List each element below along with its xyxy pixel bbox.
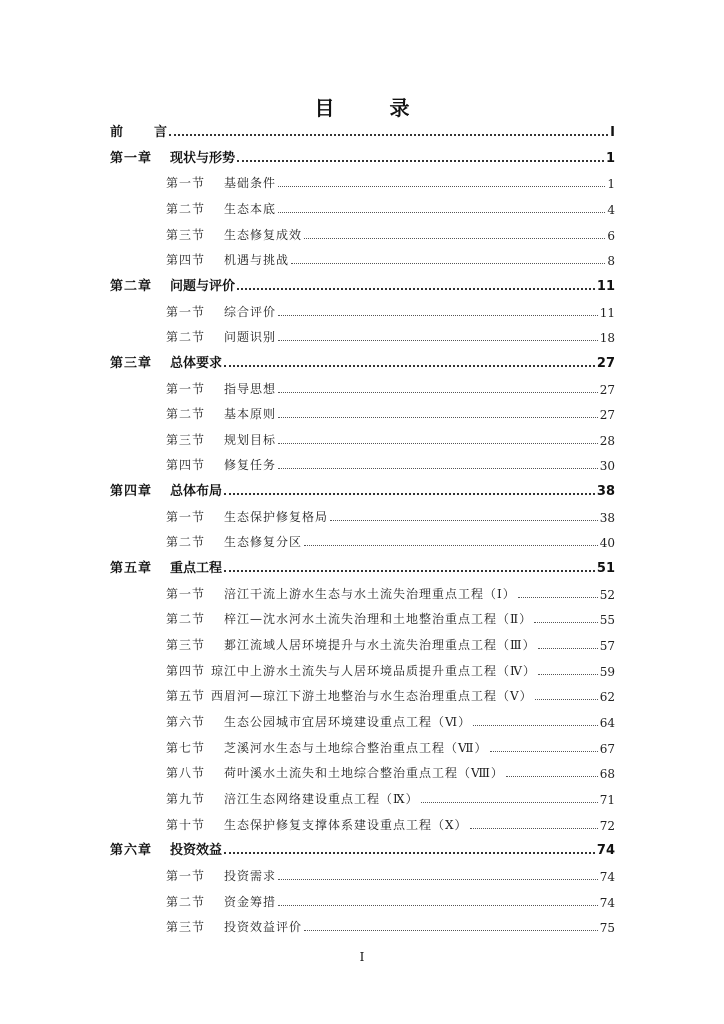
toc-section-entry: [110, 402, 615, 422]
toc-entry-label: 梓江—沈水河水土流失治理和土地整治重点工程（Ⅱ）: [224, 612, 533, 627]
toc-entry-number: 第四章: [110, 484, 153, 500]
toc-section-entry: [110, 761, 615, 781]
toc-entry-page: 55: [599, 613, 615, 628]
toc-entry-number: 第一节: [166, 586, 206, 601]
toc-dot-leader: [278, 905, 598, 906]
toc-entry-page: 68: [599, 767, 615, 782]
toc-entry-number: 第一章: [110, 150, 153, 166]
toc-entry-page: 28: [599, 433, 615, 448]
toc-dot-leader: [237, 160, 604, 162]
page-title: 目 录: [314, 96, 434, 120]
toc-entry-label: 机遇与挑战: [224, 253, 290, 268]
toc-entry-number: 前: [110, 125, 125, 140]
toc-entry-page: 74: [599, 869, 615, 884]
toc-entry-label: 郪江流域人居环境提升与水土流失治理重点工程（Ⅲ）: [224, 638, 536, 652]
toc-chapter-entry: [110, 120, 615, 140]
toc-entry-page: 1: [605, 150, 615, 166]
toc-dot-leader: [278, 392, 598, 393]
toc-section-entry: [110, 325, 615, 345]
toc-dot-leader: [224, 493, 595, 495]
toc-section-entry: [110, 890, 615, 910]
toc-section-entry: [110, 864, 615, 884]
toc-chapter-entry: [110, 556, 615, 576]
toc-dot-leader: [278, 315, 598, 316]
toc-dot-leader: [224, 570, 595, 572]
toc-entry-number: 第一节: [166, 868, 206, 883]
toc-entry-page: 71: [599, 792, 615, 807]
toc-chapter-entry: [110, 146, 615, 166]
toc-dot-leader: [278, 186, 605, 187]
toc-section-entry: [110, 428, 615, 448]
toc-entry-label: 重点工程: [170, 561, 223, 577]
toc-dot-leader: [518, 597, 598, 598]
toc-entry-page: 30: [599, 459, 615, 474]
toc-entry-number: 第三节: [166, 638, 206, 652]
toc-entry-number: 第四节: [166, 458, 206, 473]
toc-entry-label: 西眉河—琼江下游土地整治与水生态治理重点工程（Ⅴ）: [211, 689, 533, 704]
toc-section-entry: [110, 582, 615, 602]
toc-dot-leader: [304, 238, 605, 239]
toc-entry-number: 第二节: [166, 894, 206, 909]
toc-dot-leader: [278, 879, 598, 880]
toc-section-entry: [110, 813, 615, 833]
toc-entry-page: 72: [599, 818, 615, 833]
toc-section-entry: [110, 684, 615, 704]
toc-entry-label: 生态本底: [224, 201, 277, 216]
toc-entry-label: 投资效益评价: [224, 920, 303, 935]
toc-entry-number: 第九节: [166, 791, 206, 806]
toc-entry-number: 第六章: [110, 843, 153, 859]
toc-section-entry: [110, 633, 615, 653]
toc-dot-leader: [278, 212, 605, 213]
toc-entry-label: 问题与评价: [170, 278, 236, 294]
toc-entry-page: 75: [599, 921, 615, 936]
toc-dot-leader: [535, 699, 598, 700]
toc-dot-leader: [278, 468, 598, 469]
toc-entry-label: 规划目标: [224, 432, 277, 447]
toc-section-entry: [110, 659, 615, 679]
toc-entry-page: 27: [599, 382, 615, 397]
toc-entry-number: 第三节: [166, 227, 206, 242]
toc-entry-label: 指导思想: [224, 381, 277, 396]
toc-entry-label: 琼江中上游水土流失与人居环境品质提升重点工程（Ⅳ）: [211, 663, 537, 678]
toc-entry-number: 第三节: [166, 920, 206, 935]
toc-chapter-entry: [110, 479, 615, 499]
toc-entry-number: 第四节: [166, 253, 206, 268]
toc-entry-page: 51: [596, 561, 615, 577]
toc-entry-page: 38: [599, 510, 615, 525]
toc-entry-label: 现状与形势: [170, 150, 236, 166]
toc-section-entry: [110, 710, 615, 730]
toc-chapter-entry: [110, 351, 615, 371]
toc-entry-page: 18: [599, 331, 615, 346]
toc-dot-leader: [538, 674, 598, 675]
toc-entry-label: 言: [154, 125, 168, 140]
toc-entry-page: I: [610, 125, 615, 140]
toc-chapter-entry: [110, 838, 615, 858]
toc-entry-label: 问题识别: [224, 330, 277, 345]
toc-entry-number: 第五节: [166, 689, 206, 704]
toc-entry-label: 修复任务: [224, 458, 277, 473]
toc-section-entry: [110, 915, 615, 935]
toc-entry-label: 芝溪河水生态与土地综合整治重点工程（Ⅶ）: [224, 740, 488, 755]
toc-entry-page: 59: [599, 664, 615, 679]
toc-entry-page: 62: [599, 690, 615, 705]
toc-entry-label: 生态保护修复格局: [224, 509, 329, 524]
toc-dot-leader: [304, 545, 598, 546]
toc-entry-page: 52: [599, 587, 615, 602]
toc-entry-page: 11: [596, 278, 615, 294]
toc-entry-page: 64: [599, 715, 615, 730]
toc-entry-label: 荷叶溪水土流失和土地综合整治重点工程（Ⅷ）: [224, 766, 504, 781]
toc-entry-label: 生态保护修复支撑体系建设重点工程（Ⅹ）: [224, 817, 468, 832]
toc-dot-leader: [278, 443, 598, 444]
toc-entry-page: 74: [596, 843, 615, 859]
toc-dot-leader: [304, 930, 598, 931]
toc-entry-number: 第一节: [166, 509, 206, 524]
toc-section-entry: [110, 736, 615, 756]
toc-entry-page: 27: [596, 355, 615, 371]
toc-entry-label: 基础条件: [224, 176, 277, 191]
toc-chapter-entry: [110, 274, 615, 294]
toc-entry-page: 8: [607, 254, 615, 269]
toc-entry-number: 第二节: [166, 535, 206, 550]
toc-dot-leader: [224, 852, 595, 854]
toc-entry-number: 第二章: [110, 278, 153, 294]
toc-entry-label: 投资需求: [224, 868, 277, 883]
toc-entry-number: 第二节: [166, 330, 206, 345]
toc-entry-label: 总体布局: [170, 484, 223, 500]
toc-section-entry: [110, 171, 615, 191]
toc-entry-label: 总体要求: [170, 355, 223, 371]
toc-section-entry: [110, 530, 615, 550]
toc-dot-leader: [169, 134, 608, 136]
toc-entry-label: 生态公园城市宜居环境建设重点工程（Ⅵ）: [224, 714, 472, 729]
toc-dot-leader: [237, 288, 595, 290]
page-number: I: [359, 950, 365, 964]
toc-entry-number: 第三章: [110, 355, 153, 371]
toc-dot-leader: [278, 417, 598, 418]
toc-section-entry: [110, 505, 615, 525]
toc-section-entry: [110, 377, 615, 397]
toc-entry-page: 4: [607, 202, 615, 217]
toc-entry-page: 67: [599, 741, 615, 756]
toc-dot-leader: [470, 828, 598, 829]
toc-dot-leader: [538, 648, 598, 649]
toc-entry-number: 第五章: [110, 561, 153, 577]
toc-section-entry: [110, 248, 615, 268]
toc-section-entry: [110, 197, 615, 217]
toc-entry-number: 第三节: [166, 432, 206, 447]
toc-section-entry: [110, 223, 615, 243]
toc-entry-page: 57: [599, 639, 615, 653]
toc-entry-number: 第二节: [166, 612, 206, 627]
toc-entry-page: 6: [607, 228, 615, 243]
toc-entry-number: 第十节: [166, 817, 206, 832]
toc-entry-page: 40: [599, 536, 615, 551]
toc-dot-leader: [421, 802, 598, 803]
toc-entry-label: 投资效益: [170, 843, 223, 859]
toc-dot-leader: [330, 520, 598, 521]
toc-section-entry: [110, 453, 615, 473]
toc-section-entry: [110, 300, 615, 320]
toc-entry-number: 第七节: [166, 740, 206, 755]
toc-entry-page: 74: [599, 895, 615, 910]
toc-entry-number: 第六节: [166, 714, 206, 729]
toc-entry-number: 第一节: [166, 304, 206, 319]
toc-entry-page: 38: [596, 484, 615, 500]
toc-section-entry: [110, 607, 615, 627]
toc-dot-leader: [224, 365, 595, 367]
toc-dot-leader: [278, 340, 598, 341]
toc-entry-number: 第一节: [166, 176, 206, 191]
toc-entry-number: 第一节: [166, 381, 206, 396]
toc-section-entry: [110, 787, 615, 807]
toc-entry-number: 第八节: [166, 766, 206, 781]
toc-entry-label: 生态修复分区: [224, 535, 303, 550]
toc-entry-label: 涪江干流上游水生态与水土流失治理重点工程（Ⅰ）: [224, 586, 516, 601]
toc-dot-leader: [291, 263, 605, 264]
toc-dot-leader: [534, 622, 598, 623]
toc-entry-label: 资金筹措: [224, 894, 277, 909]
toc-dot-leader: [506, 776, 598, 777]
toc-entry-page: 27: [599, 408, 615, 423]
toc-dot-leader: [473, 725, 598, 726]
toc-entry-number: 第二节: [166, 407, 206, 422]
toc-entry-page: 1: [607, 177, 615, 192]
toc-entry-number: 第二节: [166, 201, 206, 216]
toc-entry-label: 基本原则: [224, 407, 277, 422]
toc-entry-label: 综合评价: [224, 304, 277, 319]
toc-dot-leader: [490, 751, 598, 752]
toc-entry-number: 第四节: [166, 663, 206, 678]
toc-entry-label: 生态修复成效: [224, 227, 303, 242]
toc-entry-label: 涪江生态网络建设重点工程（Ⅸ）: [224, 791, 419, 806]
toc-entry-page: 11: [599, 305, 615, 320]
